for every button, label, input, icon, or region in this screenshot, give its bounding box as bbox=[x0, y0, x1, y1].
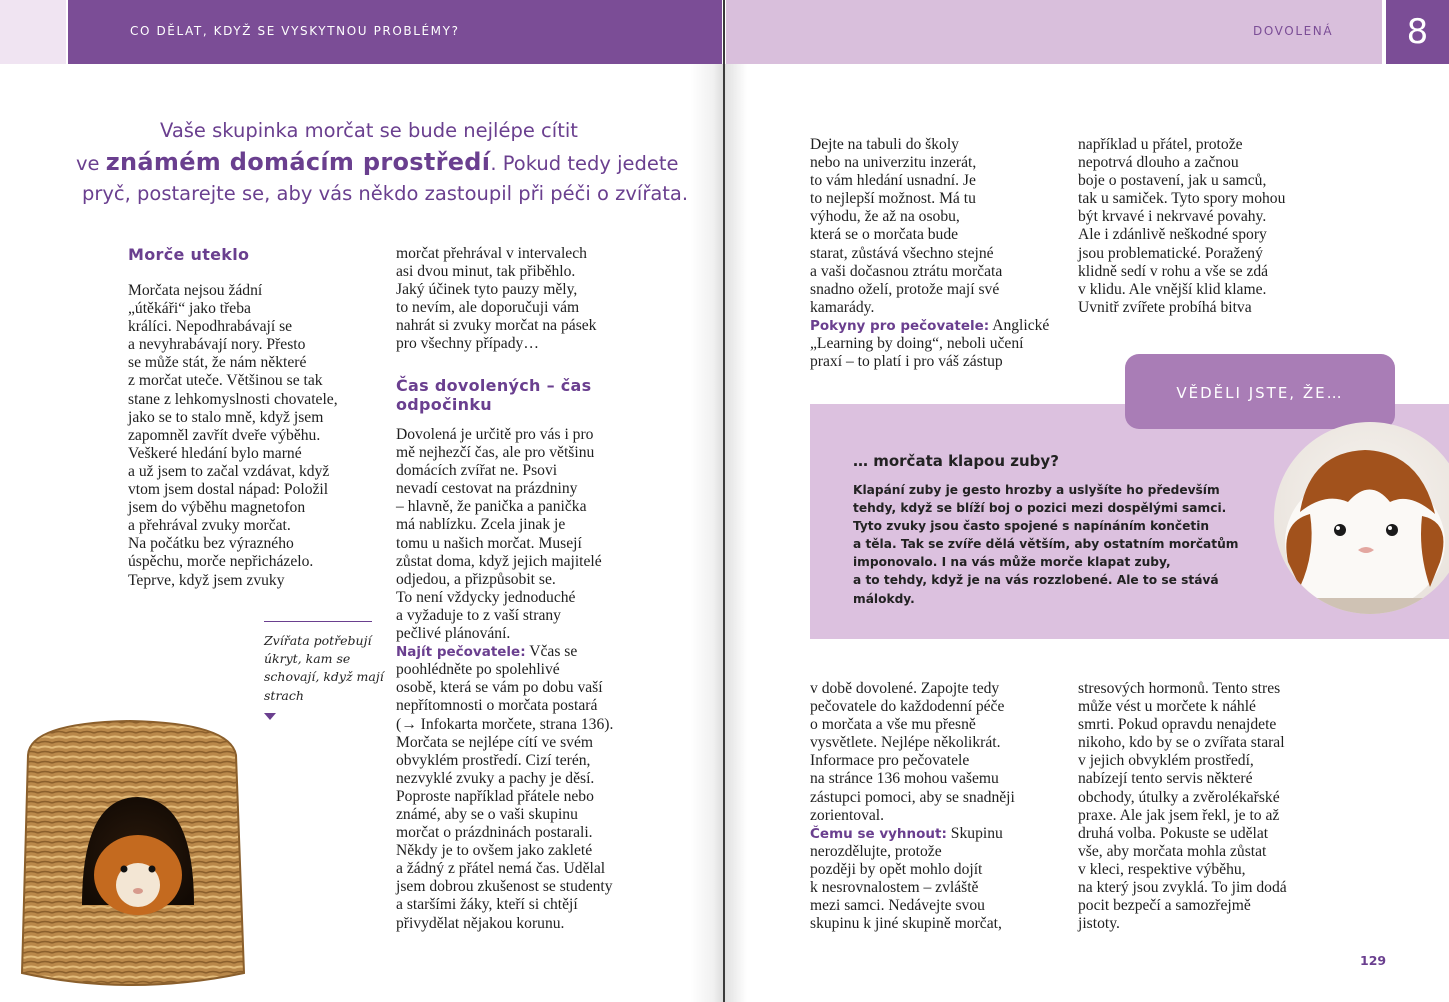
heading-morce-uteklo: Morče uteklo bbox=[128, 245, 250, 264]
subhead-pokyny-pro-pecovatele: Pokyny pro pečovatele: bbox=[810, 317, 990, 334]
caption-pointer-icon bbox=[264, 713, 276, 720]
right-col2-bottom-text: stresových hormonů. Tento stres může vést u morčete k náhlé smrti. Pokud opravdu nenajdete nikoho, kdo by se o zvířata staral v jejich obvyklém prostředí, nabízejí tento servis některé obchody, útulky a zvěrolékařské praxe. Ale jak jsem řekl, je to až druhá volba. Pokuste se udělat vše, aby morčata mohla zůstat v kleci, respektive výběhu, na který jsou zvyklá. To jim dodá pocit bezpečí a samozřejmě jistoty. bbox=[1078, 680, 1287, 933]
guinea-pig-circle-photo bbox=[1270, 422, 1449, 618]
subhead-cemu-se-vyhnout: Čemu se vyhnout: bbox=[810, 825, 947, 842]
heading-cas-dovolenych: Čas dovolených – čas odpočinku bbox=[396, 376, 592, 414]
info-box-text: Klapání zuby je gesto hrozby a uslyšíte ho především tehdy, když se blíží boj o pozici mezi dospělými samci. Tyto zvuky jsou často spojené s napínáním končetin a těla. Tak se zvíře dělá větším, aby ostatním morčatům imponovalo. I na vás může morče klapat zuby, a to tehdy, když je na vás rozzlobené. Ale to se stává málokdy. bbox=[853, 483, 1239, 606]
left-col2-top-text: morčat přehrával v intervalech asi dvou minut, tak přiběhlo. Jaký účinek tyto pauzy měly, to nevím, ale doporučuji vám nahrát si zvuky morčat na pásek pro všechny případy… bbox=[396, 245, 597, 353]
right-col1-bottom-text: v době dovolené. Zapojte tedy pečovatele do každodenní péče o morčata a vše mu přesně vysvětlete. Nejlépe několikrát. Informace pro pečovatele na stránce 136 mohou vašemu zástupci pomoci, aby se snadněji zorientoval. Čemu se vyhnout: Skupinu nerozdělujte, protože později by opět mohlo dojít k nesrovnalostem – zvláště mezi samci. Nedávejte svou skupinu k jiné skupině morčat, bbox=[810, 680, 1015, 933]
intro-emphasis: známém domácím prostředí bbox=[105, 148, 491, 176]
right-running-head: DOVOLENÁ bbox=[1253, 24, 1334, 38]
left-col1-text: Morčata nejsou žádní „útěkáři“ jako třeba králíci. Nepodhrabávají se a nevyhrabávají nory. Přesto se může stát, že nám některé z morčat uteče. Většinou se tak stane z lehkomyslnosti chovatele, jako se to stalo mně, když jsem zapomněl zavřít dveře výběhu. Veškeré hledání bylo marné a už jsem to začal vzdávat, když vtom jsem dostal nápad: Položil jsem do výběhu magnetofon a přehrával zvuky morčat. Na počátku bez výrazného úspěchu, morče nepřicházelo. Teprve, když jsem zvuky bbox=[128, 282, 338, 589]
intro-text bbox=[0, 0, 720, 220]
subhead-najit-pecovatele: Najít pečovatele: bbox=[396, 644, 526, 661]
right-col2-top-text: například u přátel, protože nepotrvá dlouho a začnou boje o postavení, jak u samců, tak u samiček. Tyto spory mohou být krvavé i nekrvavé povahy. Ale i zdánlivě neškodné spory jsou problematické. Poražený klidně sedí v rohu a vše se zdá v klidu. Ale vnější klid klame. Uvnitř zvířete probíhá bitva bbox=[1078, 136, 1286, 316]
hay-hut-guinea-pig-photo bbox=[10, 715, 260, 995]
intro-line-1: Vaše skupinka morčat se bude nejlépe cítit bbox=[160, 119, 578, 142]
left-col2-main-text: Dovolená je určitě pro vás i pro mě nejhezčí čas, ale pro většinu domácích zvířat ne. Psovi nevadí cestovat na prázdniny – hlavně, že panička a panička má nablízku. Zcela jinak je tomu u našich morčat. Musejí zůstat doma, když jejich majitelé odjedou, a přizpůsobit se. To není vždycky jednoduché a vyžaduje to z vaší strany pečlivé plánování. Najít pečovatele: Včas se poohlédněte po spolehlivé osobě, která se vám po dobu vaší nepřítomnosti o morčata postará (→ Infokarta morčete, strana 136). Morčata se nejlépe cítí ve svém obvyklém prostředí. Cizí terén, nezvyklé zvuky a pachy je děsí. Poproste například přátele nebo známé, aby se o vaši skupinu morčat o prázdninách postarali. Někdy je to ovšem jako zakleté a žádný z přátel nemá čas. Udělal jsem dobrou zkušenost se studenty a staršími žáky, kteří si chtějí přivydělat nějakou korunu. bbox=[396, 426, 614, 932]
chapter-number: 8 bbox=[1406, 12, 1429, 52]
image-caption: Zvířata potřebují úkryt, kam se schovají, když mají strach bbox=[264, 633, 384, 703]
right-col1-top-text: Dejte na tabuli do školy nebo na univerzitu inzerát, to vám hledání usnadní. Je to nejlepší možnost. Má tu výhodu, že až na osobu, která se o morčata bude starat, zůstává všechno stejné a vaši dočasnou ztrátu morčata snadno oželí, protože mají své kamarády. Pokyny pro pečovatele: Anglické „Learning by doing“, neboli učení praxí – to platí i pro váš zástup bbox=[810, 136, 1050, 371]
info-box-title: … morčata klapou zuby? bbox=[853, 452, 1059, 470]
intro-line-2: ve známém domácím prostředí. Pokud tedy jedete bbox=[76, 148, 679, 176]
page-gutter-shadow-right bbox=[725, 64, 747, 1002]
caption-rule bbox=[264, 621, 372, 622]
page-number: 129 bbox=[1360, 953, 1387, 968]
intro-line-3: pryč, postarejte se, aby vás někdo zastoupil při péči o zvířata. bbox=[82, 182, 689, 205]
left-running-head: CO DĚLAT, KDYŽ SE VYSKYTNOU PROBLÉMY? bbox=[130, 24, 460, 38]
info-box-tab-label: VĚDĚLI JSTE, ŽE… bbox=[1176, 384, 1344, 402]
